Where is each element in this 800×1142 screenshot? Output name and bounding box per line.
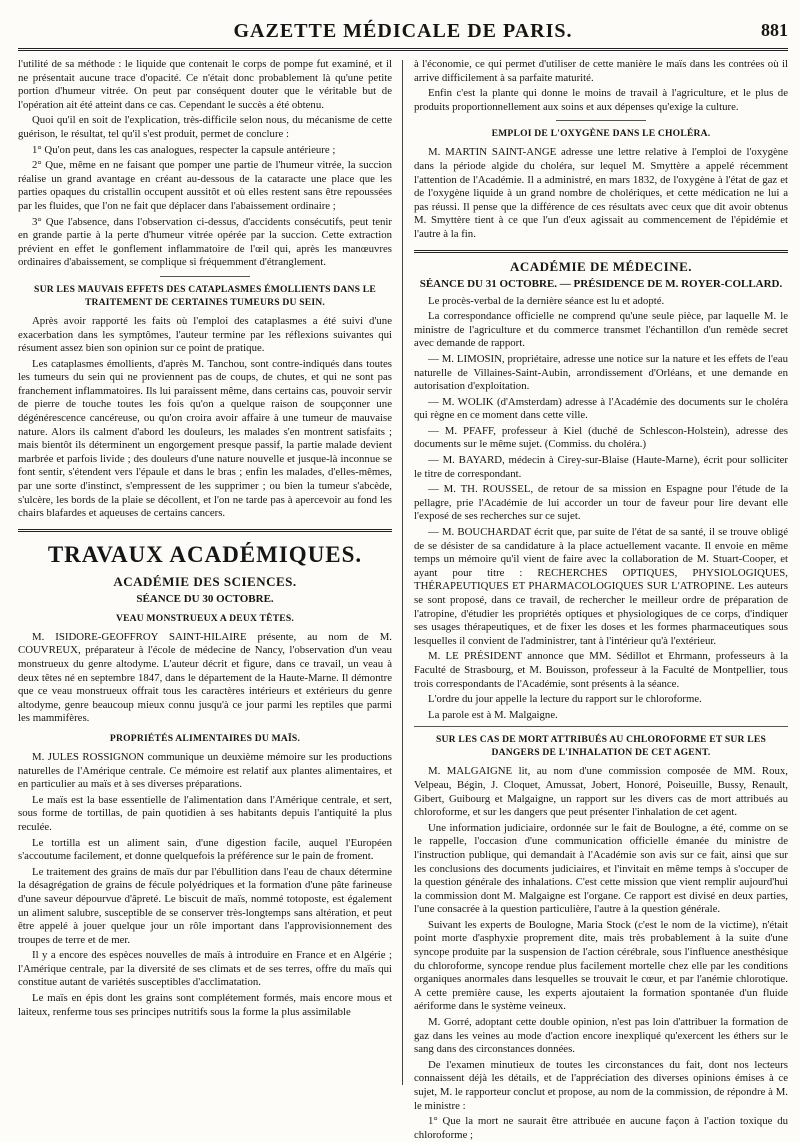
journal-title: GAZETTE MÉDICALE DE PARIS. (233, 20, 573, 42)
paragraph: l'utilité de sa méthode : le liquide que contenait le corps de pompe fut examiné, et il ne présentait aucune trace d'opacité. Ce n'était donc probablement là qu'une petite portion d'humeur vitrée. On peut par conséquent douter que le véritable but de l'opération ait été atteint dans ce cas. Cependant le succès a été obtenu. (18, 58, 392, 111)
paragraph: — M. PFAFF, professeur à Kiel (duché de Schlescon-Holstein), adresse des documents sur le même sujet. (Commiss. du choléra.) (414, 424, 788, 451)
column-divider (402, 60, 403, 1085)
paragraph: Après avoir rapporté les faits où l'emploi des cataplasmes a été suivi d'une exacerbation dans les symptômes, l'auteur termine par les réflexions suivantes qui résument assez bien son opinion sur ce point de pratique. (18, 314, 392, 355)
paragraph: La parole est à M. Malgaigne. (428, 708, 558, 721)
paragraph: Suivant les experts de Boulogne, Maria Stock (c'est le nom de la victime), n'était point morte d'asphyxie proprement dite, mais très probablement à la suite d'une syncope produite par la suspension de l'action cérébrale, sous l'influence anesthésique du chloroforme, syncope rendue plus facilement mortelle chez elle par les conditions organiques anormales dans lesquelles se trouvait le cœur, et par l'anémie chlorotique. A cette première cause, les experts ajoutaient la formation spontanée d'un fluide aériforme dans le système veineux. (414, 918, 788, 1013)
paragraph: M. ISIDORE-GEOFFROY SAINT-HILAIRE présente, au nom de M. COUVREUX, préparateur à l'école de médecine de Nancy, l'observation d'un veau monstrueux du genre altodyme. L'auteur décrit et figure, dans ce travail, un veau à deux têtes né en septembre 1847, dans le département de la Haute-Marne. Il démontre que ce veau monstrueux offrait tous les caractères intérieurs et extérieurs du genre altodyme, genre beaucoup mieux connu jusqu'à ce jour parmi les reptiles que parmi les mammifères. (18, 630, 392, 725)
article-subheading: SUR LES MAUVAIS EFFETS DES CATAPLASMES ÉMOLLIENTS DANS LE TRAITEMENT DE CERTAINES TUMEURS DU SEIN. (34, 283, 376, 308)
article-subheading: EMPLOI DE L'OXYGÈNE DANS LE CHOLÉRA. (491, 128, 711, 140)
paragraph: — M. TH. ROUSSEL, de retour de sa mission en Espagne pour l'étude de la pellagre, prie l'Académie de lui accorder un tour de faveur pour lire devant elle l'exposé de ses recherches sur ce sujet. (414, 483, 788, 523)
paragraph: Une information judiciaire, ordonnée sur le fait de Boulogne, a été, comme on se le rappelle, l'occasion d'une communication officielle émanée du ministre de l'instruction publique, qui demandait à l'Académie son avis sur ce fait, ainsi que sur les conclusions des documents judiciaires, et l'invitait en même temps à s'occuper de la question générale des inhalations. C'est cette mission que vient remplir aujourd'hui la commission dont M. Malgaigne est l'organe. Ce rapport est divisé en deux parties, l'une consacrée à la question particulière, l'autre à la question générale. (414, 821, 788, 916)
section-title: TRAVAUX ACADÉMIQUES. (47, 541, 363, 567)
page-number: 881 (761, 20, 788, 40)
paragraph: M. MARTIN SAINT-ANGE adresse une lettre relative à l'emploi de l'oxygène dans la période algide du choléra, sur lequel M. Smyttère a appelé récemment l'attention de l'Académie. Il a administré, en mars 1832, de l'oxygène à l'état de gaz et de l'oxygène liquide à un grand nombre de cholériques, et cette médication ne lui a pas réussi. Il pense que la différence de ces résultats avec ceux que dit avoir obtenus M. Smyttère tient à ce que l'un d'eux agissait au commencement de l'épidémie et l'autre à la fin. (414, 146, 788, 240)
right-column (414, 58, 788, 1141)
paragraph: Le tortilla est un aliment sain, d'une digestion facile, auquel l'Européen s'accoutume facilement, et donne quelquefois la préférence sur le pain de froment. (18, 836, 392, 863)
section-divider (414, 250, 788, 253)
paragraph: 1° Que la mort ne saurait être attribuée en aucune façon à l'action toxique du chloroforme ; (414, 1115, 788, 1141)
paragraph: Les cataplasmes émollients, d'après M. Tanchou, sont contre-indiqués dans toutes les tumeurs du sein qui ne proviennent pas de coups, de chutes, et qui ne sont pas franchement inflammatoires. Ils lui paraissent même, dans certains cas, pouvoir servir de pierre de touche toutes les fois qu'on a quelque raison de soupçonner une dégénérescence cancéreuse, ou qu'on croira avoir affaire à une tumeur de mauvaise nature. Alors ils calment d'abord les douleurs, les malades s'en montrent satisfaits ; mais bientôt ils déterminent un engorgement presque passif, la partie malade devient marbrée et parfois livide ; des douleurs d'une nature nouvelle et jusque-là inconnue se font sentir, s'étendent vers l'épaule et dans le bras ; enfin les malades, d'elles-mêmes, par une sorte d'instinct, s'empressent de les supprimer ; ou bien la tumeur s'abcède, s'ulcère, les bords de la plaie se décollent, et l'on ne tarde pas à apercevoir au fond les chairs blafardes et aqueuses de certains cancers. (18, 357, 392, 520)
paragraph: 2° Que, même en ne faisant que pomper une partie de l'humeur vitrée, la succion réalise un grand avantage en créant au-dessous de la cataracte une place que les parties opaques du cristallin occupent aussitôt et où elles restent sans être repoussées par les fluides, que l'on ne fait que déplacer dans l'abaissement ordinaire ; (18, 159, 392, 212)
paragraph: De l'examen minutieux de toutes les circonstances du fait, dont nos lecteurs connaissent déjà les détails, et de l'appréciation des diverses opinions émises à ce sujet, M. le rapporteur conclut et propose, au nom de la commission, de répondre à M. le ministre : (414, 1058, 788, 1112)
paragraph: Le procès-verbal de la dernière séance est lu et adopté. (428, 294, 665, 307)
divider (556, 120, 646, 121)
left-column (18, 58, 392, 1088)
paragraph: Le maïs est la base essentielle de l'alimentation dans l'Amérique centrale, et sert, sous forme de tortillas, de pain quotidien à ses habitants depuis l'antiquité la plus reculée. (18, 793, 392, 833)
paragraph: — M. LIMOSIN, propriétaire, adresse une notice sur la nature et les effets de l'eau naturelle de Villaines-Saint-Aubin, arrondissement d'Orléans, et une demande en autorisation d'exploitation. (414, 352, 788, 393)
paragraph: — M. BOUCHARDAT écrit que, par suite de l'état de sa santé, il se trouve obligé de se désister de sa candidature à la place actuellement vacante. Il envoie en même temps un mémoire qu'il vient de faire avec la collaboration de M. Stuart-Cooper, et ayant pour titre : RECHERCHES OPTIQUES, PHYSIOLOGIQUES, THÉRAPEUTIQUES ET PHARMACOLOGIQUES SUR L'ATROPINE. Les auteurs se sont proposé, dans ce travail, de rechercher le meilleur ordre de préparation de l'atropine, d'étudier les propriétés optiques et physiologiques de ce corps, d'indiquer ses usages thérapeutiques, et de fixer les doses et les formes pharmaceutiques sous lesquelles il convient de l'administrer, tant à l'intérieur qu'à l'extérieur. (414, 526, 788, 647)
page-header (18, 16, 788, 51)
academy-heading: ACADÉMIE DES SCIENCES. (113, 573, 297, 589)
paragraph: Enfin c'est la plante qui donne le moins de travail à l'agriculture, et le plus de produits proportionnellement aux soins et aux dépenses qu'exige la culture. (414, 87, 788, 113)
paragraph: Il y a encore des espèces nouvelles de maïs à introduire en France et en Algérie ; l'Amérique centrale, par la diversité de ses climats et de ses terres, offre du maïs qui constitue autant de variétés susceptibles d'acclimatation. (18, 949, 392, 989)
paragraph: Le traitement des grains de maïs dur par l'ébullition dans l'eau de chaux détermine la désagrégation de grains de fécule polyédriques et la formation d'une pâte farineuse d'une saveur dépourvue d'âpreté. Le biscuit de maïs, nommé totoposte, est également un aliment salubre, susceptible de se conserver très-longtemps sans altération, et peut être appelé à jouer quelque jour un rôle important dans l'approvisionnement des troupes de terre et de mer. (18, 865, 392, 946)
paragraph: M. LE PRÉSIDENT annonce que MM. Sédillot et Ehrmann, professeurs à la Faculté de Strasbourg, et M. Bouisson, professeur à la Faculté de Montpellier, tous trois correspondants de l'Académie, sont présents à la séance. (414, 650, 788, 690)
paragraph: — M. WOLIK (d'Amsterdam) adresse à l'Académie des documents sur le choléra qui règne en ce moment dans cette ville. (414, 395, 788, 422)
divider (160, 276, 250, 277)
paragraph: — M. BAYARD, médecin à Cirey-sur-Blaise (Haute-Marne), écrit pour solliciter le titre de correspondant. (414, 454, 788, 480)
paragraph: M. JULES ROSSIGNON communique un deuxième mémoire sur les productions naturelles de l'Amérique centrale. Ce mémoire est relatif aux plantes alimentaires, et en particulier au maïs et à ses diverses préparations. (18, 750, 392, 791)
academy-heading: ACADÉMIE DE MÉDECINE. (509, 258, 693, 274)
divider (414, 726, 788, 727)
paragraph: M. MALGAIGNE lit, au nom d'une commission composée de MM. Roux, Velpeau, Bégin, J. Cloquet, Amussat, Jobert, Honoré, Poiseuille, Bussy, Renault, Gibert, Guibourg et Malgaigne, un rapport sur les divers cas de mort attribués au chloroforme, et sur les dangers que peut présenter l'inhalation de cet agent. (414, 765, 788, 819)
session-heading: SÉANCE DU 30 OCTOBRE. (136, 592, 274, 605)
paragraph: 1° Qu'on peut, dans les cas analogues, respecter la capsule antérieure ; (32, 143, 336, 156)
paragraph: Le maïs en épis dont les grains sont complétement formés, mais encore mous et laiteux, renferme tous ses principes nutritifs sous la forme la plus assimilable (18, 992, 392, 1018)
paragraph: L'ordre du jour appelle la lecture du rapport sur le chloroforme. (428, 693, 702, 706)
section-divider (18, 529, 392, 532)
paragraph: Quoi qu'il en soit de l'explication, très-difficile selon nous, du mécanisme de cette guérison, le résultat, tel qu'il s'est produit, permet de conclure : (18, 114, 392, 140)
paragraph: à l'économie, ce qui permet d'utiliser de cette manière le maïs dans les contrées où il arrive difficilement à sa parfaite maturité. (414, 58, 788, 84)
article-subheading: SUR LES CAS DE MORT ATTRIBUÉS AU CHLOROFORME ET SUR LES DANGERS DE L'INHALATION DE CET AGENT. (436, 734, 766, 759)
article-subheading: VEAU MONSTRUEUX A DEUX TÊTES. (115, 612, 295, 624)
paragraph: 3° Que l'absence, dans l'observation ci-dessus, d'accidents consécutifs, peut tenir en grande partie à la perte d'humeur vitrée opérée par la succion. Cette extraction prévient en effet le gonflement inflammatoire de l'œil qui, après les manœuvres ordinaires d'abaissement, se complique si fréquemment d'étranglement. (18, 215, 392, 269)
paragraph: M. Gorré, adoptant cette double opinion, n'est pas loin d'attribuer la formation de gaz dans les veines au mode d'action encore inexpliqué qu'exercent les éthers sur le sang dans des circonstances données. (414, 1016, 788, 1056)
paragraph: La correspondance officielle ne comprend qu'une seule pièce, par laquelle M. le ministre de l'agriculture et du commerce transmet l'échantillon d'un remède secret avec demande de rapport. (414, 310, 788, 350)
article-subheading: PROPRIÉTÉS ALIMENTAIRES DU MAÏS. (109, 732, 301, 744)
session-heading: SÉANCE DU 31 OCTOBRE. — PRÉSIDENCE DE M. ROYER-COLLARD. (419, 277, 783, 290)
